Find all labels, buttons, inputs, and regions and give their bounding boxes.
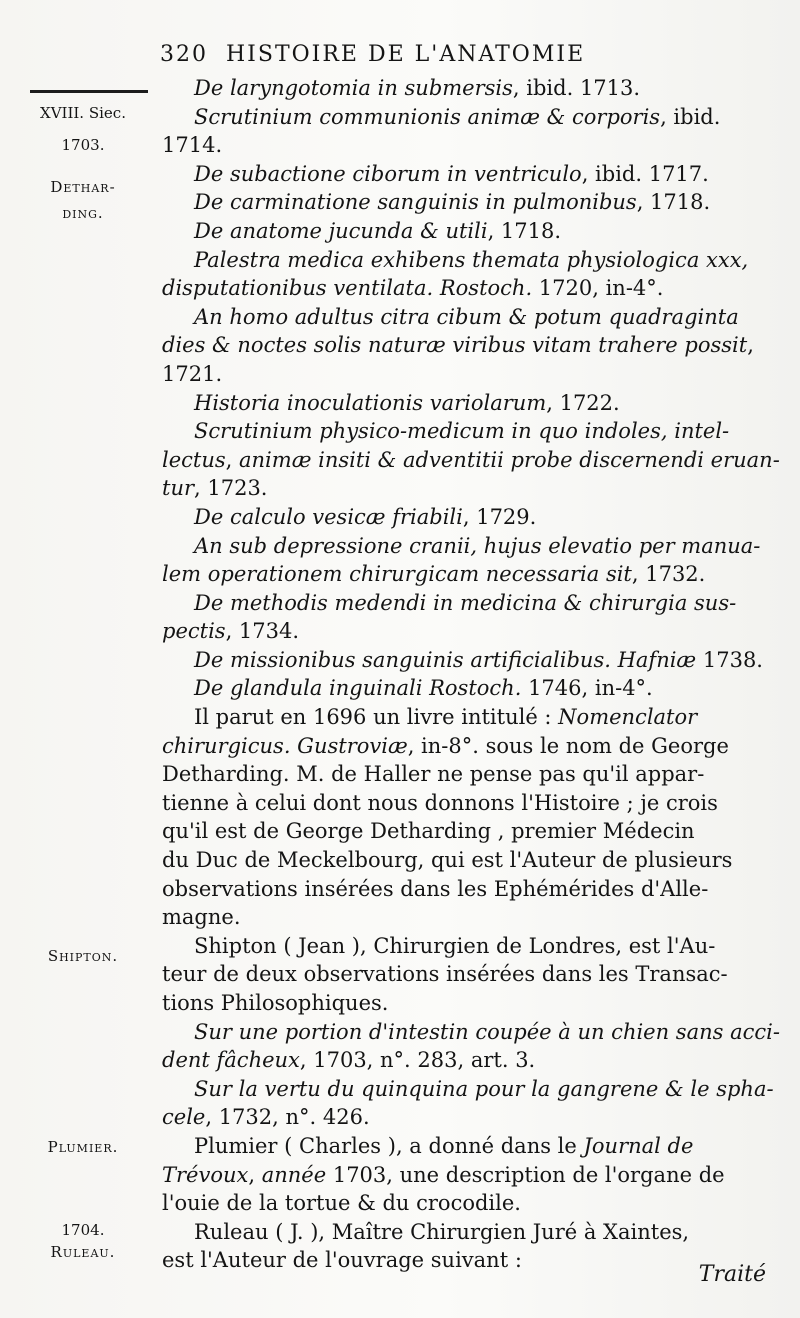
margin-note: ding. bbox=[62, 204, 104, 222]
text-line: De missionibus sanguinis artificialibus. Hafniæ 1738. bbox=[194, 647, 763, 672]
text-line: lectus, animæ insiti & adventitii probe discernendi eruan- bbox=[162, 447, 780, 472]
margin-note: 1703. bbox=[61, 136, 105, 154]
margin-note: XVIII. Siec. bbox=[40, 104, 126, 122]
text-line: magne. bbox=[162, 905, 241, 930]
text-line: De calculo vesicæ friabili, 1729. bbox=[194, 504, 537, 529]
margin-note: Ruleau. bbox=[50, 1243, 116, 1261]
text-line: lem operationem chirurgicam necessaria sit, 1732. bbox=[162, 562, 706, 587]
text-line: pectis, 1734. bbox=[162, 619, 300, 644]
text-line: Sur la vertu du quinquina pour la gangrene & le spha- bbox=[194, 1076, 774, 1101]
text-line: qu'il est de George Detharding , premier Médecin bbox=[162, 819, 695, 844]
margin-note: Shipton. bbox=[47, 947, 119, 965]
catchword: Traité bbox=[698, 1262, 766, 1287]
text-line: De laryngotomia in submersis, ibid. 1713. bbox=[194, 76, 641, 100]
text-line: chirurgicus. Gustroviæ, in-8°. sous le nom de George bbox=[162, 733, 729, 758]
text-line: De glandula inguinali Rostoch. 1746, in-4°. bbox=[194, 676, 653, 701]
text-line: observations insérées dans les Ephémérides d'Alle- bbox=[162, 876, 709, 901]
text-line: De carminatione sanguinis in pulmonibus, 1718. bbox=[194, 190, 711, 215]
text-line: l'ouie de la tortue & du crocodile. bbox=[162, 1191, 521, 1216]
text-line: An homo adultus citra cibum & potum quadraginta bbox=[194, 304, 739, 329]
text-line: De subactione ciborum in ventriculo, ibid. 1717. bbox=[194, 161, 709, 186]
text-line: De anatome jucunda & utili, 1718. bbox=[194, 218, 562, 243]
text-line: 1721. bbox=[162, 361, 223, 386]
text-line: Shipton ( Jean ), Chirurgien de Londres, est l'Au- bbox=[194, 933, 716, 958]
running-head bbox=[160, 42, 780, 67]
text-line: dies & noctes solis naturæ viribus vitam trahere possit, bbox=[162, 333, 754, 358]
text-line: cele, 1732, n°. 426. bbox=[162, 1105, 370, 1130]
text-line: 1714. bbox=[162, 133, 223, 158]
body-text bbox=[162, 74, 784, 1275]
page-title: HISTOIRE DE L'ANATOMIE bbox=[226, 42, 586, 67]
text-line: An sub depressione cranii, hujus elevatio per manua- bbox=[194, 533, 761, 558]
text-line: Detharding. M. de Haller ne pense pas qu'il appar- bbox=[162, 762, 705, 787]
text-line: tions Philosophiques. bbox=[162, 991, 389, 1015]
text-line: Scrutinium communionis animæ & corporis, ibid. bbox=[194, 104, 721, 129]
margin-note: Dethar- bbox=[50, 178, 116, 196]
text-line: tur, 1723. bbox=[162, 476, 268, 501]
header-rule bbox=[30, 90, 148, 93]
text-line: du Duc de Meckelbourg, qui est l'Auteur de plusieurs bbox=[162, 848, 733, 873]
text-line: Trévoux, année 1703, une description de l'organe de bbox=[162, 1162, 725, 1187]
text-line: Historia inoculationis variolarum, 1722. bbox=[194, 390, 620, 415]
text-line: dent fâcheux, 1703, n°. 283, art. 3. bbox=[162, 1048, 536, 1073]
text-line: Plumier ( Charles ), a donné dans le Journal de bbox=[194, 1133, 694, 1158]
text-line: Il parut en 1696 un livre intitulé : Nomenclator bbox=[194, 705, 698, 730]
text-line: Scrutinium physico-medicum in quo indoles, intel- bbox=[194, 419, 730, 444]
text-line: Sur une portion d'intestin coupée à un chien sans acci- bbox=[194, 1019, 780, 1044]
text-line: Ruleau ( J. ), Maître Chirurgien Juré à Xaintes, bbox=[194, 1219, 690, 1244]
text-line: De methodis medendi in medicina & chirurgia sus- bbox=[194, 590, 737, 615]
text-line: teur de deux observations insérées dans les Transac- bbox=[162, 962, 728, 987]
text-line: tienne à celui dont nous donnons l'Histoire ; je crois bbox=[162, 790, 718, 815]
page-number: 320 bbox=[160, 42, 208, 67]
text-line: disputationibus ventilata. Rostoch. 1720, in-4°. bbox=[162, 276, 664, 301]
margin-note: Plumier. bbox=[47, 1138, 119, 1156]
text-line: est l'Auteur de l'ouvrage suivant : bbox=[162, 1248, 522, 1273]
text-line: Palestra medica exhibens themata physiologica xxx, bbox=[194, 247, 749, 272]
margin-note: 1704. bbox=[61, 1221, 105, 1239]
